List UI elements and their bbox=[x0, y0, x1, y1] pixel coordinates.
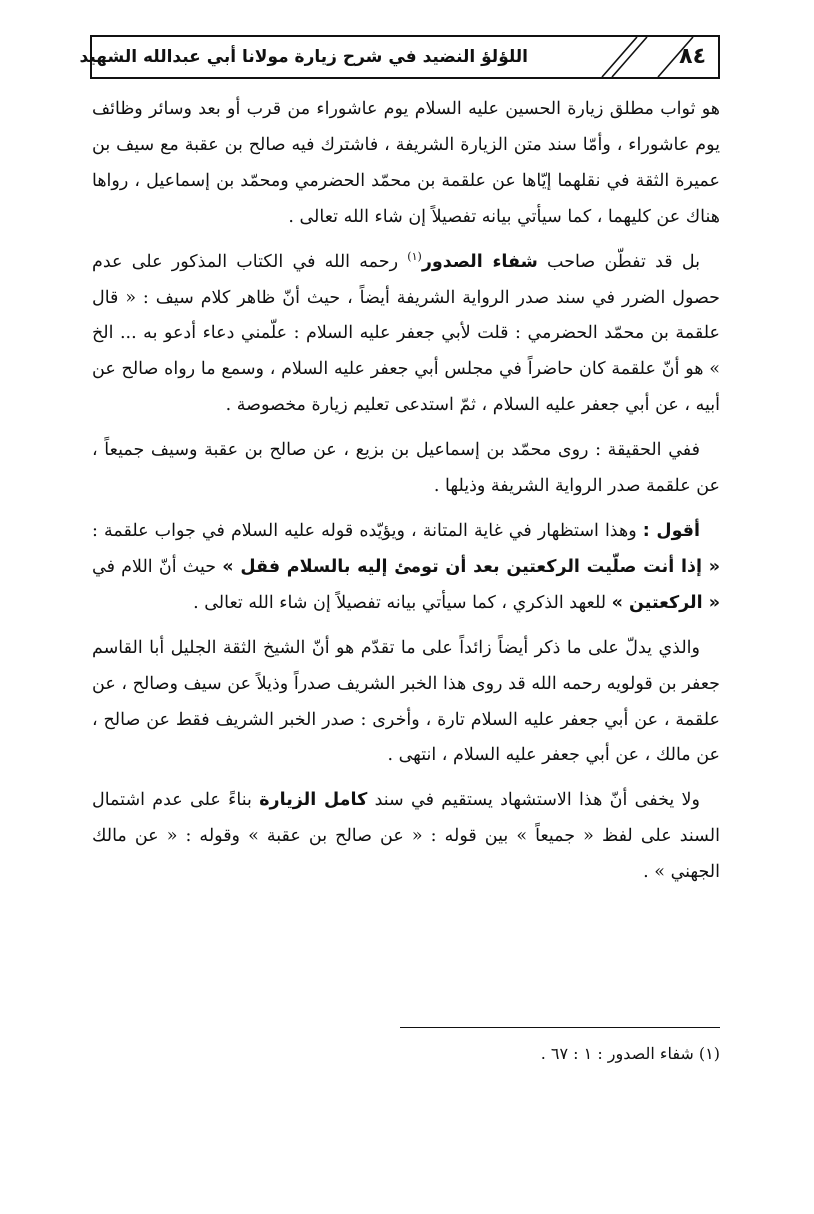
quote-rak'atayn: « إذا أنت صلّيت الركعتين بعد أن تومئ إليه بالسلام فقل » bbox=[222, 556, 721, 577]
paragraph-5: والذي يدلّ على ما ذكر أيضاً زائداً على ما تقدّم هو أنّ الشيخ الثقة الجليل أبا القاسم جعفر بن قولويه رحمه الله قد روى هذا الخبر الشريف صدراً وذيلاً عن سيف وصالح ، عن علقمة ، عن أبي جعفر عليه السلام تارة ، وأخرى : صدر الخبر الشريف فقط عن صالح ، عن مالك ، عن أبي جعفر عليه السلام ، انتهى . bbox=[92, 637, 720, 766]
paragraph-4 bbox=[92, 514, 720, 622]
paragraph-6 bbox=[92, 783, 720, 891]
aqulu-label: أقول : bbox=[642, 520, 700, 541]
paragraph-4-text-a: وهذا استظهار في غاية المتانة ، ويؤيّده قوله عليه السلام في جواب علقمة : bbox=[92, 520, 643, 541]
paragraph-4-text-b: حيث أنّ اللام في bbox=[92, 556, 223, 577]
quote-al-rak'atayn: « الركعتين » bbox=[611, 592, 720, 613]
footnote-separator bbox=[400, 1027, 720, 1028]
footnote-ref: (١) bbox=[407, 249, 422, 263]
paragraph-4-text-c: للعهد الذكري ، كما سيأتي بيانه تفصيلاً إن شاء الله تعالى . bbox=[193, 592, 612, 613]
body-text bbox=[92, 92, 720, 900]
book-title-kamil-al-ziyara: كامل الزيارة bbox=[259, 790, 368, 811]
paragraph-6-text-b: بناءً على عدم اشتمال السند على لفظ « جميعاً » بين قوله : « عن صالح بن عقبة » وقوله : « عن مالك الجهني » . bbox=[92, 790, 720, 883]
paragraph-6-text-a: ولا يخفى أنّ هذا الاستشهاد يستقيم في سند bbox=[367, 790, 700, 811]
book-title-shifa-al-sudur: شفاء الصدور bbox=[421, 251, 538, 272]
paragraph-3: ففي الحقيقة : روى محمّد بن إسماعيل بن بزيع ، عن صالح بن عقبة وسيف جميعاً ، عن علقمة صدر الرواية الشريفة وذيلها . bbox=[92, 440, 720, 497]
header-title: اللؤلؤ النضيد في شرح زيارة مولانا أبي عبدالله الشهيد bbox=[79, 47, 528, 67]
paragraph-2-text-a: بل قد تفطّن صاحب bbox=[537, 251, 700, 272]
page-number: ٨٤ bbox=[679, 44, 706, 69]
running-header bbox=[79, 35, 720, 79]
paragraph-2 bbox=[92, 245, 720, 425]
paragraph-1: هو ثواب مطلق زيارة الحسين عليه السلام يوم عاشوراء من قرب أو بعد وسائر وظائف يوم عاشوراء ، وأمّا سند متن الزيارة الشريفة ، فاشترك فيه صالح بن عقبة مع سيف بن عميرة الثقة في نقلهما إيّاها عن علقمة بن محمّد الحضرمي ومحمّد بن إسماعيل ، رواها هناك عن كليهما ، كما سيأتي بيانه تفصيلاً إن شاء الله تعالى . bbox=[92, 99, 720, 227]
footnote: (١) شفاء الصدور : ١ : ٦٧ . bbox=[540, 1044, 720, 1063]
paragraph-2-text-b: رحمه الله في الكتاب المذكور على عدم حصول الضرر في سند صدر الرواية الشريفة أيضاً ، حيث أنّ ظاهر كلام سيف : « قال علقمة بن محمّد الحضرمي : قلت لأبي جعفر عليه السلام : علّمني دعاء أدعو به ... الخ » هو أنّ علقمة كان حاضراً في مجلس أبي جعفر عليه السلام ، وسمع ما رواه صالح عن أبيه ، عن أبي جعفر عليه السلام ، ثمّ استدعى تعليم زيارة مخصوصة . bbox=[92, 251, 720, 416]
